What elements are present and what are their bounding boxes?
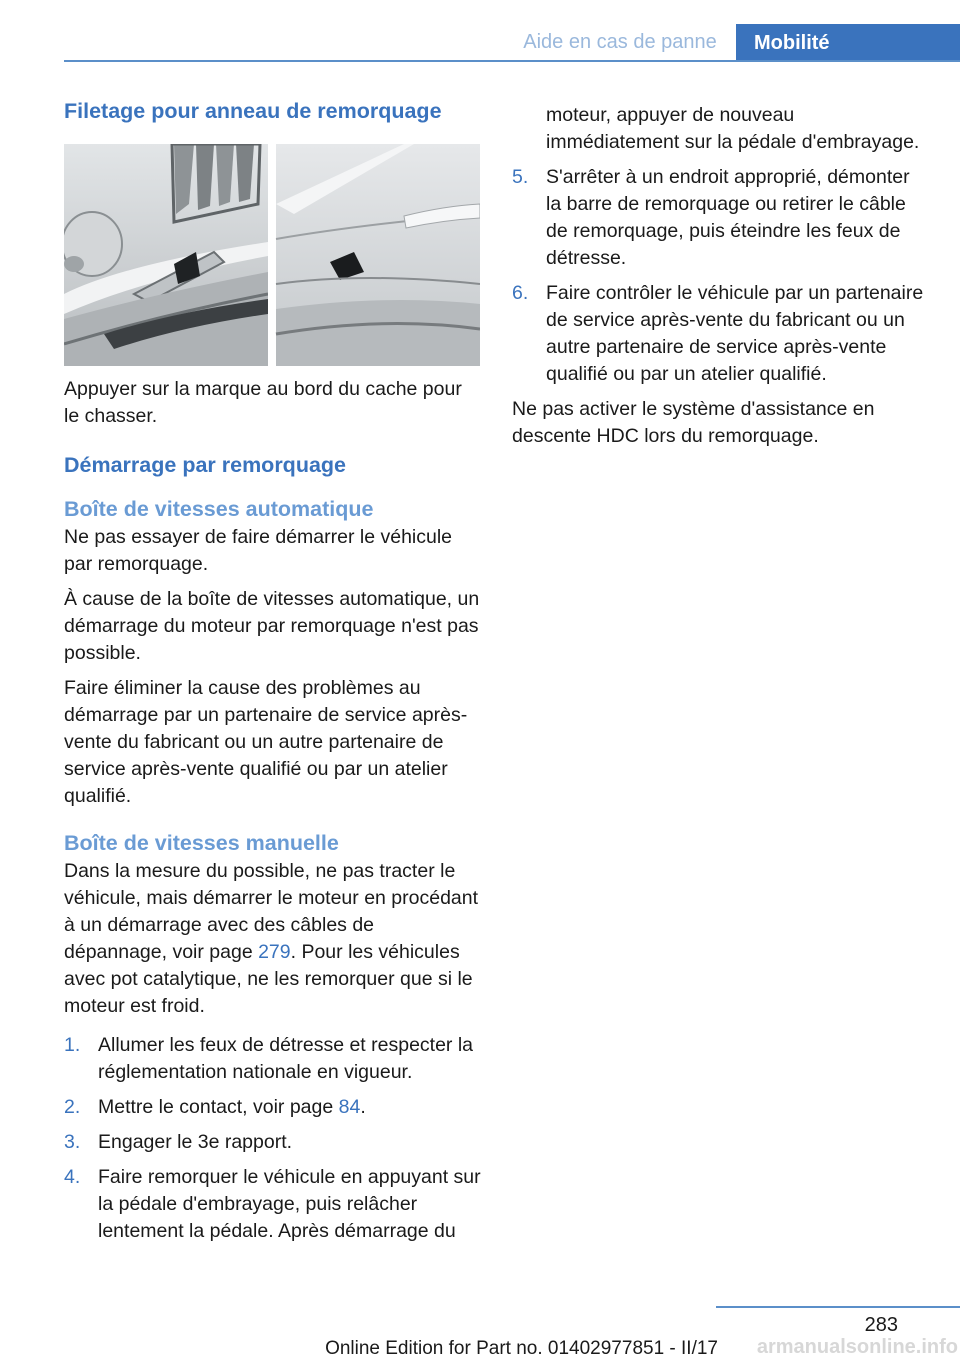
heading-automatic-transmission: Boîte de vitesses automatique [64, 497, 374, 521]
list-item [64, 1094, 482, 1121]
footer-rule [716, 1306, 960, 1308]
step-text-b: . [360, 1096, 366, 1118]
list-item [64, 1164, 482, 1245]
page-number: 283 [864, 1314, 898, 1336]
hdc-note: Ne pas activer le système d'assistance en descente HDC lors du remorquage. [512, 398, 875, 447]
page-link-279[interactable]: 279 [258, 941, 291, 963]
step-text-a: Mettre le contact, voir page [98, 1096, 339, 1118]
left-column [64, 96, 482, 1253]
list-item [64, 1032, 482, 1086]
automatic-paragraph-1: Ne pas essayer de faire démarrer le véhicule par remorquage. [64, 526, 453, 575]
step-number: 2. [64, 1096, 81, 1118]
step-number: 1. [64, 1034, 81, 1056]
automatic-paragraph-3: Faire éliminer la cause des problèmes au démarrage par un partenaire de service après-vente du fabricant ou un autre partenaire de service après-vente qualifié ou par un atelier qualifié. [64, 677, 468, 807]
edition-info: Online Edition for Part no. 01402977851 - II/17 [325, 1338, 718, 1359]
page-header [64, 24, 960, 62]
manual-text-a: Dans la mesure du possible, ne pas tracter le véhicule, mais démarrer le moteur en procédant à un démarrage avec des câbles de dépannage, voir page [64, 860, 479, 963]
step-text [98, 1094, 482, 1121]
manual-paragraph [64, 858, 482, 1020]
step-number: 3. [64, 1131, 81, 1153]
step-number: 5. [512, 166, 529, 188]
step-text: Faire remorquer le véhicule en appuyant sur la pédale d'embrayage, puis relâcher lentement la pédale. Après démarrage du [98, 1166, 481, 1242]
list-item [64, 1129, 482, 1156]
bumper-cover-illustration [64, 144, 480, 366]
manual-text-b: . Pour les véhicules avec pot catalytique, ne les remorquer que si le moteur est froid. [64, 941, 473, 1017]
page-link-84[interactable]: 84 [338, 1096, 361, 1118]
step-text: S'arrêter à un endroit approprié, démonter la barre de remorquage ou retirer le câble de remorquage, puis éteindre les feux de détresse. [546, 166, 910, 269]
image-caption: Appuyer sur la marque au bord du cache pour le chasser. [64, 378, 462, 427]
heading-tow-start: Démarrage par remorquage [64, 453, 346, 477]
bumper-drawing [64, 144, 480, 366]
section-tab[interactable]: Aide en cas de panne [523, 30, 717, 53]
heading-towing-ring-thread: Filetage pour anneau de remorquage [64, 99, 442, 123]
chapter-tab[interactable]: Mobilité [736, 24, 960, 62]
right-column [512, 102, 928, 458]
step-text: Allumer les feux de détresse et respecter la réglementation nationale en vigueur. [98, 1034, 474, 1083]
tow-start-steps-continued [512, 164, 928, 388]
step-number: 4. [64, 1166, 81, 1188]
automatic-paragraph-2: À cause de la boîte de vitesses automatique, un démarrage du moteur par remorquage n'est pas possible. [64, 588, 480, 664]
heading-manual-transmission: Boîte de vitesses manuelle [64, 831, 339, 855]
step-number: 6. [512, 282, 529, 304]
watermark: armanualsonline.info [756, 1336, 958, 1358]
step-text: Engager le 3e rapport. [98, 1131, 293, 1153]
tow-start-steps [64, 1032, 482, 1245]
step-text: Faire contrôler le véhicule par un partenaire de service après-vente du fabricant ou un autre partenaire de service après-vente qualifié ou par un atelier qualifié. [546, 282, 924, 385]
list-item [512, 164, 928, 272]
header-rule [64, 60, 960, 62]
list-item [512, 280, 928, 388]
step-4-continuation: moteur, appuyer de nouveau immédiatement sur la pédale d'embrayage. [546, 104, 920, 153]
